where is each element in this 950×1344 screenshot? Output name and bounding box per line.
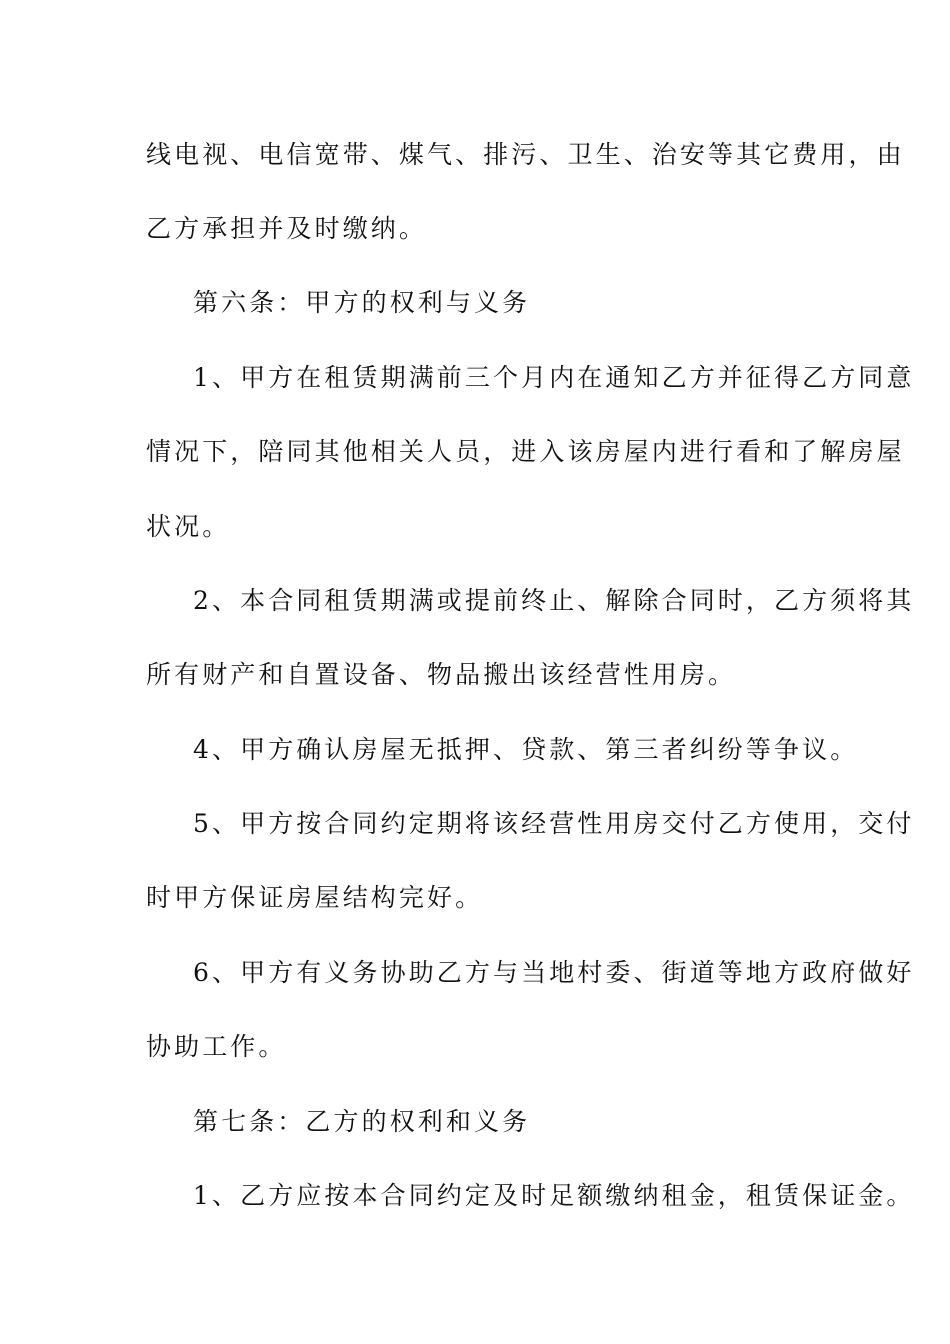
paragraph-line: 4、甲方确认房屋无抵押、贷款、第三者纠纷等争议。 [193, 735, 859, 764]
paragraph-line: 线电视、电信宽带、煤气、排污、卫生、治安等其它费用，由 [146, 140, 905, 169]
paragraph-line: 协助工作。 [146, 1032, 287, 1061]
paragraph-line: 1、甲方在租赁期满前三个月内在通知乙方并征得乙方同意 [193, 363, 915, 392]
paragraph-line: 5、甲方按合同约定期将该经营性用房交付乙方使用，交付 [193, 809, 915, 838]
paragraph-line: 状况。 [146, 512, 231, 541]
paragraph-line: 6、甲方有义务协助乙方与当地村委、街道等地方政府做好 [193, 958, 915, 987]
paragraph-line: 情况下，陪同其他相关人员，进入该房屋内进行看和了解房屋 [146, 437, 905, 466]
paragraph-line: 2、本合同租赁期满或提前终止、解除合同时，乙方须将其 [193, 586, 915, 615]
paragraph-line: 乙方承担并及时缴纳。 [146, 214, 428, 243]
paragraph-line: 时甲方保证房屋结构完好。 [146, 883, 484, 912]
paragraph-line: 1、乙方应按本合同约定及时足额缴纳租金，租赁保证金。 [193, 1181, 915, 1210]
paragraph-line: 所有财产和自置设备、物品搬出该经营性用房。 [146, 660, 737, 689]
section-heading: 第七条：乙方的权利和义务 [193, 1107, 531, 1136]
section-heading: 第六条：甲方的权利与义务 [193, 288, 531, 317]
